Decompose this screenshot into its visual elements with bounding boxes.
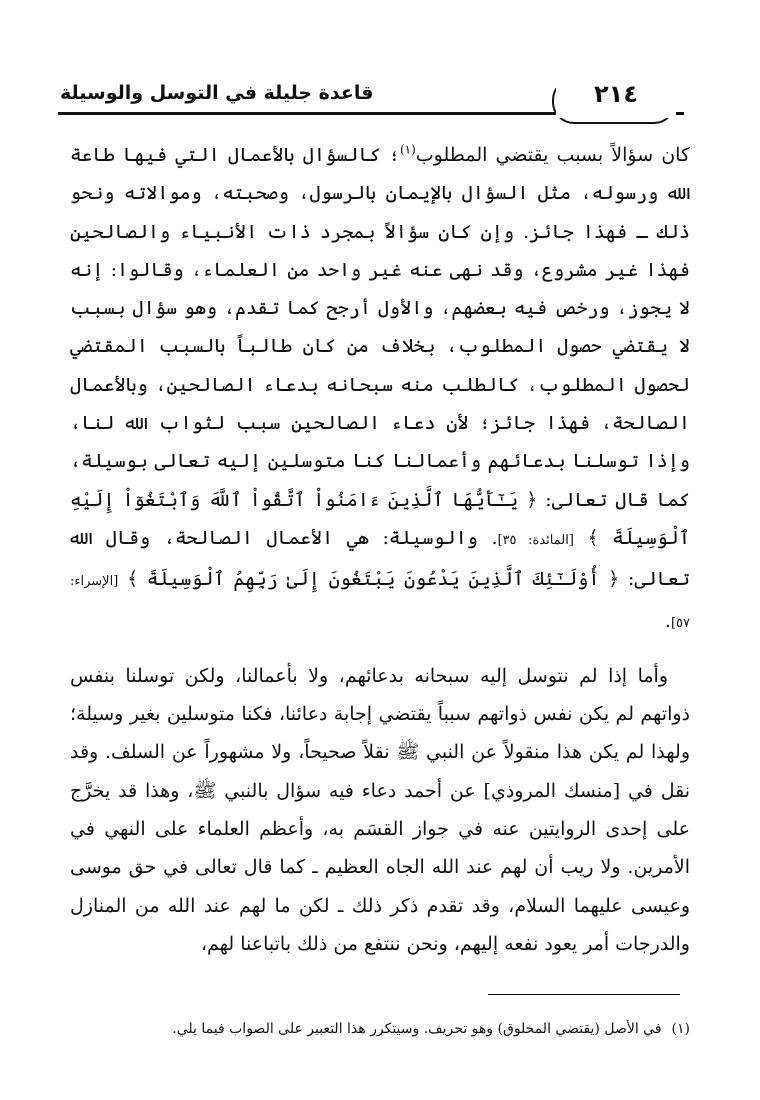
page-number: ٢١٤ [556,70,676,118]
para1-part1: كان سؤالاً بسبب يقتضي المطلوب [415,144,690,166]
footnote [70,1018,690,1040]
footnote-rule [488,994,680,995]
running-title: قاعدة جليلة في التوسل والوسيلة [60,82,374,104]
footnote-number: (١) [671,1021,690,1037]
quran-verse-1: ﴿ يَـٰٓأَيُّهَا ٱلَّذِينَ ءَامَنُواْ ٱتَّقُواْ ٱللَّهَ وَٱبْتَغُوٓاْ إِلَيْهِ ٱلْوَسِيلَةَ ﴾ [70,488,690,549]
para1-part2: ؛ كالسؤال بالأعمال التي فيها طاعة الله ورسوله، مثل السؤال بالإيمان بالرسول، وصحبته، وموالاته ونحو ذلك ـ فهذا جائز. وإن كان سؤالاً بمجرد ذات الأنبياء والصالحين فهذا غير مشروع، وقد نهى عنه غير واحد من العلماء، وقالوا: إنه لا يجوز، ورخص فيه بعضهم، والأول أرجح كما تقدم، وهو سؤال بسبب لا يقتضي حصول المطلوب، بخلاف من كان طالباً بالسبب المقتضي لحصول المطلوب، كالطلب منه سبحانه بدعاء الصالحين، وبالأعمال الصالحة، فهذا جائز؛ لأن دعاء الصالحين سبب لثواب الله لنا، وإذا توسلنا بدعائهم وأعمالنا كنا متوسلين إليه تعالى بوسيلة، كما قال تعالى: [70,144,690,511]
quran-verse-2: ﴿ أُوْلَـٰٓئِكَ ٱلَّذِينَ يَدْعُونَ يَبْتَغُونَ إِلَىٰ رَبِّهِمُ ٱلْوَسِيلَةَ ﴾ [126,568,620,591]
para1-part4: . [664,609,671,632]
paragraph-1 [70,136,690,643]
footnote-marker: (١) [399,142,416,157]
page-header [58,70,684,114]
verse-reference-1: [المائدة: ٣٥] [497,532,574,548]
footnote-text: في الأصل (يقتضي المخلوق) وهو تحريف. وسيتكرر هذا التعبير على الصواب فيما يلي. [172,1021,662,1037]
para1-part3: . والوسيلة: هي الأعمال الصالحة، وقال الله تعالى: [70,526,691,591]
main-text [70,136,690,963]
paragraph-2: وأما إذا لم نتوسل إليه سبحانه بدعائهم، ولا بأعمالنا، ولكن توسلنا بنفس ذواتهم لم يكن نفس ذواتهم سبباً يقتضي إجابة دعائنا، فكنا متوسلين بغير وسيلة؛ ولهذا لم يكن هذا منقولاً عن النبي ﷺ نقلاً صحيحاً، ولا مشهوراً عن السلف. وقد نقل في [منسك المروذي] عن أحمد دعاء فيه سؤال بالنبي ﷺ، وهذا قد يخرَّج على إحدى الروايتين عنه في جواز القسَم به، وأعظم العلماء على النهي في الأمرين. ولا ريب أن لهم عند الله الجاه العظيم ـ كما قال تعالى في حق موسى وعيسى عليهما السلام، وقد تقدم ذكر ذلك ـ لكن ما لهم عند الله من المنازل والدرجات أمر يعود نفعه إليهم، ونحن ننتفع من ذلك باتباعنا لهم، [70,664,690,955]
verse-reference-2: [الإسراء: ٥٧] [70,574,690,631]
